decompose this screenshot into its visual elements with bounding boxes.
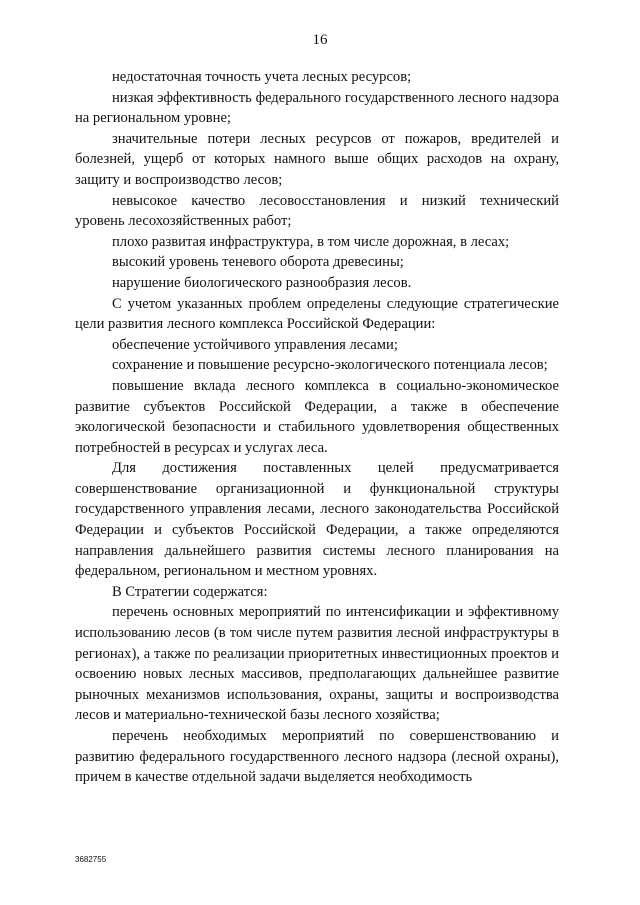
paragraph: плохо развитая инфраструктура, в том числе дорожная, в лесах; [112, 233, 510, 250]
paragraph: высокий уровень теневого оборота древесины; [112, 254, 404, 271]
body-text [75, 67, 559, 788]
paragraph: повышение вклада лесного комплекса в социально-экономическое развитие субъектов Российской Федерации, а также в обеспечение экологической безопасности и стабильного удовлетворения общественных потребностей в ресурсах и услугах леса. [75, 377, 559, 456]
document-code: 3682755 [75, 855, 107, 864]
paragraph: перечень основных мероприятий по интенсификации и эффективному использованию лесов (в том числе путем развития лесной инфраструктуры в регионах), а также по реализации приоритетных инвестиционных проектов и освоению новых лесных массивов, предполагающих дальнейшее развитие рыночных механизмов использования, охраны, защиты и воспроизводства лесов и материально-технической базы лесного хозяйства; [75, 604, 559, 724]
paragraph: низкая эффективность федерального государственного лесного надзора на региональном уровне; [75, 89, 559, 127]
paragraph: сохранение и повышение ресурсно-экологического потенциала лесов; [112, 357, 548, 374]
paragraph: нарушение биологического разнообразия лесов. [112, 274, 412, 291]
page-number: 16 [312, 32, 328, 48]
paragraph: В Стратегии содержатся: [112, 583, 268, 600]
paragraph: невысокое качество лесовосстановления и низкий технический уровень лесохозяйственных работ; [75, 192, 559, 230]
paragraph: С учетом указанных проблем определены следующие стратегические цели развития лесного комплекса Российской Федерации: [75, 295, 559, 333]
paragraph: перечень необходимых мероприятий по совершенствованию и развитию федерального государственного лесного надзора (лесной охраны), причем в качестве отдельной задачи выделяется необходимость [75, 728, 559, 786]
paragraph: Для достижения поставленных целей предусматривается совершенствование организационной и функциональной структуры государственного управления лесами, лесного законодательства Российской Федерации и субъектов Российской Федерации, а также определяются направления дальнейшего развития системы лесного планирования на федеральном, региональном и местном уровнях. [75, 460, 559, 580]
paragraph: значительные потери лесных ресурсов от пожаров, вредителей и болезней, ущерб от которых намного выше общих расходов на охрану, защиту и воспроизводство лесов; [75, 130, 559, 188]
paragraph: недостаточная точность учета лесных ресурсов; [112, 69, 412, 85]
paragraph: обеспечение устойчивого управления лесами; [112, 336, 398, 353]
